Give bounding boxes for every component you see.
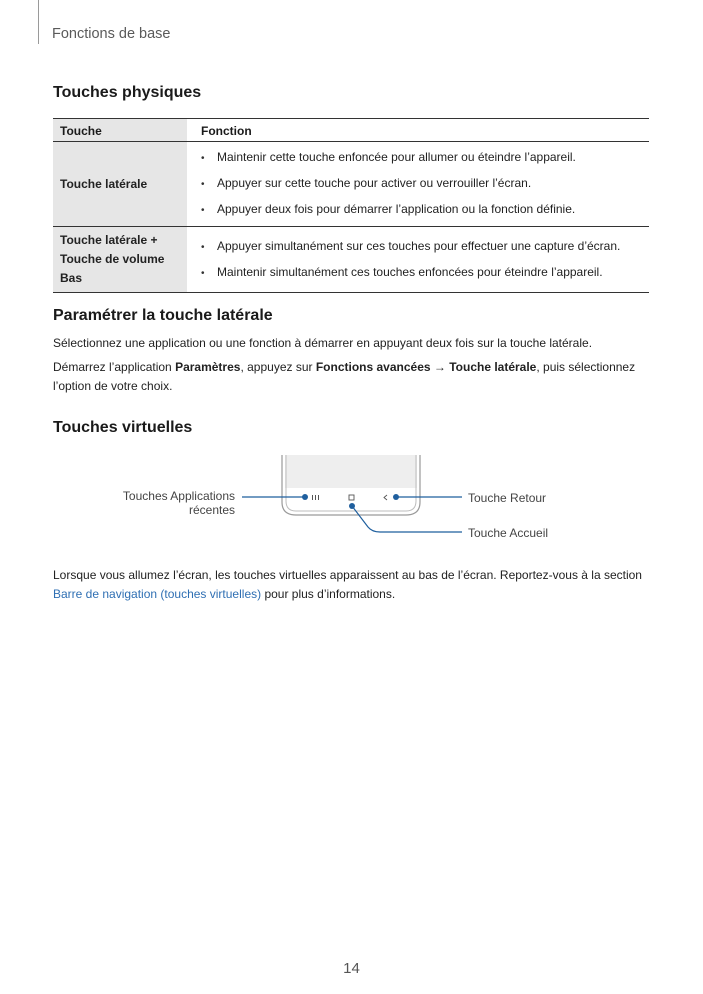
function-list: [187, 142, 649, 227]
table-header-row: [53, 119, 649, 142]
function-text: Appuyer simultanément sur ces touches pour effectuer une capture d’écran.: [217, 238, 621, 253]
list-item: [201, 260, 645, 286]
recent-apps-icon: [312, 495, 319, 500]
menu-path-fonctions-avancees: Fonctions avancées: [315, 360, 431, 374]
list-item: [201, 171, 645, 197]
column-header-fonction: Fonction: [187, 119, 649, 142]
text-run: , appuyez sur: [240, 360, 316, 374]
arrow-icon: →: [430, 360, 450, 374]
section-title-touches-virtuelles: Touches virtuelles: [53, 419, 193, 436]
function-text: Appuyer sur cette touche pour activer ou verrouiller l’écran.: [217, 176, 532, 190]
phone-bottom-illustration: [0, 455, 703, 550]
function-list: [187, 227, 649, 293]
label-line: récentes: [188, 503, 235, 517]
bullet-icon: •: [201, 153, 205, 164]
callout-dot-back: [393, 494, 399, 500]
function-text: Appuyer deux fois pour démarrer l’application ou la fonction définie.: [217, 202, 576, 216]
link-navigation-bar[interactable]: Barre de navigation (touches virtuelles): [53, 587, 262, 601]
page-number: 14: [343, 960, 360, 977]
text-run: , puis sélectionnez: [536, 360, 636, 374]
text-run: l’option de votre choix.: [53, 379, 173, 393]
paragraph-virtual-keys: [53, 566, 653, 604]
text-run: Lorsque vous allumez l’écran, les touches virtuelles apparaissent au bas de l’écran. Reportez-vous à la section: [53, 568, 642, 582]
bullet-icon: •: [201, 179, 205, 190]
section-title-parametrer: Paramétrer la touche latérale: [53, 307, 273, 324]
bullet-icon: •: [201, 241, 205, 253]
list-item: [201, 145, 645, 171]
paragraph-intro: Sélectionnez une application ou une fonction à démarrer en appuyant deux fois sur la touche latérale.: [53, 336, 593, 350]
running-header: Fonctions de base: [52, 26, 171, 42]
text-run: Démarrez l’application: [53, 360, 176, 374]
menu-path-touche-laterale: Touche latérale: [449, 360, 537, 374]
keys-table: [53, 118, 649, 293]
table-row: [53, 227, 649, 293]
key-name-line: Touche latérale +: [60, 233, 158, 247]
function-text: Maintenir cette touche enfoncée pour allumer ou éteindre l’appareil.: [217, 150, 576, 164]
key-name-line: Bas: [60, 271, 83, 285]
text-run: pour plus d’informations.: [261, 587, 396, 601]
header-divider: [38, 0, 39, 44]
list-item: [201, 197, 645, 223]
back-icon: [384, 495, 387, 500]
label-back-key: Touche Retour: [468, 491, 547, 505]
section-title-touches-physiques: Touches physiques: [53, 84, 202, 101]
callout-dot-home: [349, 503, 355, 509]
virtual-keys-diagram: [0, 455, 703, 550]
label-home-key: Touche Accueil: [468, 526, 549, 540]
paragraph-instructions: [53, 358, 653, 396]
function-text: Maintenir simultanément ces touches enfoncées pour éteindre l’appareil.: [217, 264, 603, 279]
home-icon: [349, 495, 354, 500]
key-name-line: Touche de volume: [60, 252, 165, 266]
list-item: [201, 234, 645, 260]
key-name: Touche latérale: [53, 142, 187, 227]
key-name: [53, 227, 187, 293]
table-row: [53, 142, 649, 227]
menu-path-parametres: Paramètres: [175, 360, 241, 374]
bullet-icon: •: [201, 267, 205, 279]
label-line: Touches Applications: [122, 489, 235, 503]
column-header-touche: Touche: [53, 119, 187, 142]
label-recent-apps: [123, 489, 235, 517]
bullet-icon: •: [201, 205, 205, 216]
callout-dot-recent: [302, 494, 308, 500]
